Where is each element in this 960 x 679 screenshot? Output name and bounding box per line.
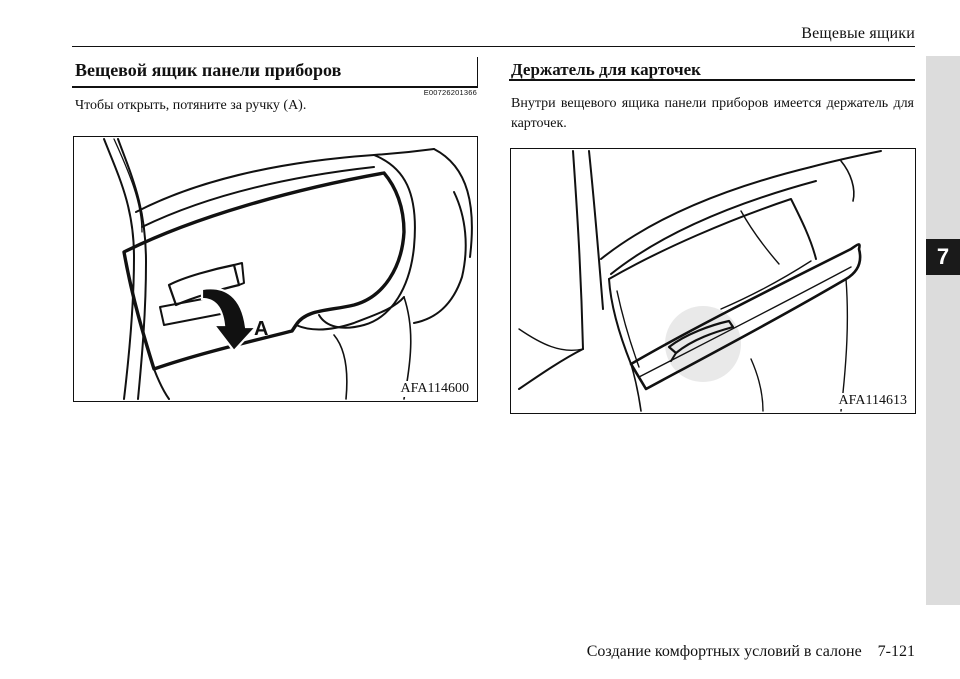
glove-box-drawing [74,137,477,401]
section-title-card-holder: Держатель для карточек [511,60,701,79]
title-rule [509,79,915,81]
instruction-text: Чтобы открыть, потяните за ручку (A). [75,98,307,113]
running-header: Вещевые ящики [801,25,915,42]
card-holder-illustration [510,148,916,414]
header-rule [72,46,915,47]
handle-label: A [254,318,269,340]
title-divider [477,57,478,88]
title-rule [72,86,477,88]
chapter-number-tab: 7 [926,239,960,275]
figure-caption: AFA114613 [838,393,907,408]
figure-caption: AFA114600 [400,381,469,396]
card-holder-drawing [511,149,915,413]
section-title-glove-box: Вещевой ящик панели приборов [75,60,342,80]
document-code: E00726201366 [423,88,477,97]
page-number: 7-121 [877,643,915,660]
chapter-side-tab [926,56,960,605]
page-footer [587,643,915,661]
description-text: Внутри вещевого ящика панели приборов имеется держатель для карточек. [511,96,914,131]
footer-section: Создание комфортных условий в салоне [586,643,862,660]
glove-box-illustration [73,136,478,402]
